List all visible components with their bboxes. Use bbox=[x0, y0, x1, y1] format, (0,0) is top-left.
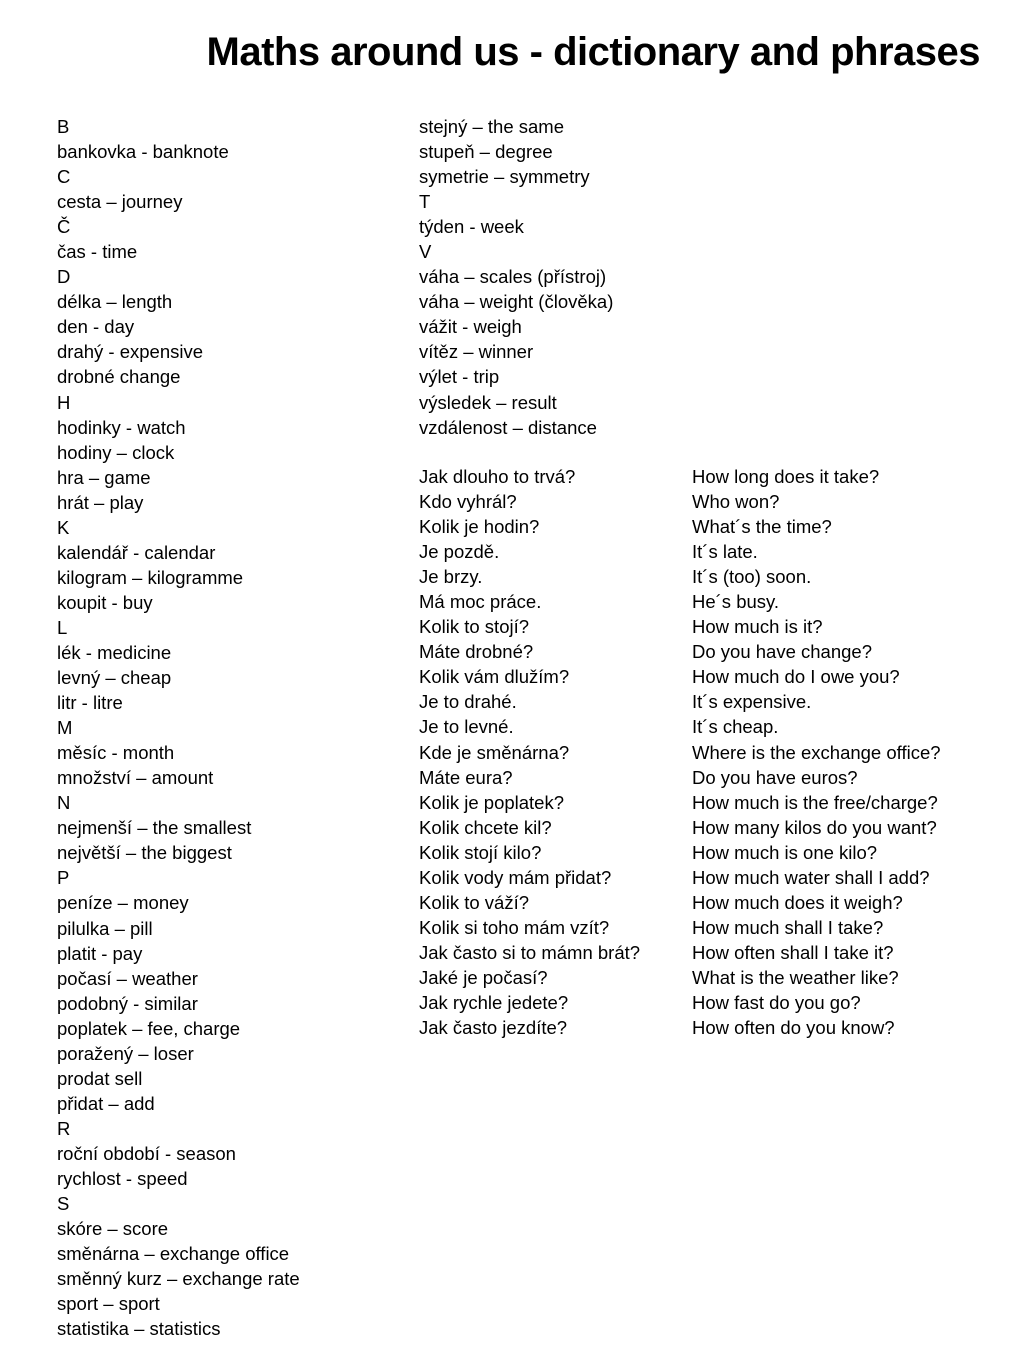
list-item: největší – the biggest bbox=[57, 842, 232, 864]
list-item: What´s the time? bbox=[692, 516, 832, 538]
list-item: drahý - expensive bbox=[57, 341, 204, 363]
list-item: stejný – the same bbox=[419, 116, 564, 137]
list-item: Kolik si toho mám vzít? bbox=[419, 916, 610, 938]
letter-heading: C bbox=[57, 166, 71, 188]
list-item: Kolik stojí kilo? bbox=[419, 841, 542, 863]
list-item: Do you have change? bbox=[692, 641, 872, 663]
list-item: hra – game bbox=[57, 466, 151, 488]
list-item: symetrie – symmetry bbox=[419, 166, 590, 188]
letter-heading: K bbox=[57, 516, 70, 538]
list-item: koupit - buy bbox=[57, 591, 153, 613]
list-item: Jak rychle jedete? bbox=[419, 991, 569, 1013]
list-item: Kolik vám dlužím? bbox=[419, 666, 570, 688]
list-item: Jak často si to mámn brát? bbox=[419, 941, 641, 963]
list-item: kalendář - calendar bbox=[57, 541, 216, 563]
list-item: váha – weight (člověka) bbox=[419, 291, 614, 313]
list-item: stupeň – degree bbox=[419, 141, 553, 163]
list-item: délka – length bbox=[57, 291, 173, 313]
list-item: Kolik chcete kil? bbox=[419, 816, 552, 838]
list-item: čas - time bbox=[57, 241, 138, 263]
letter-heading: T bbox=[419, 191, 431, 213]
list-item: litr - litre bbox=[57, 692, 123, 714]
list-item: Who won? bbox=[692, 491, 780, 513]
list-item: How much do I owe you? bbox=[692, 666, 900, 688]
list-item: Jak často jezdíte? bbox=[419, 1017, 568, 1039]
list-item: nejmenší – the smallest bbox=[57, 817, 252, 839]
list-item: bankovka - banknote bbox=[57, 141, 229, 163]
list-item: Kdo vyhrál? bbox=[419, 491, 517, 513]
list-item: podobný - similar bbox=[57, 992, 198, 1014]
list-item: Je brzy. bbox=[419, 566, 483, 588]
letter-heading: M bbox=[57, 717, 73, 739]
list-item: Kolik je poplatek? bbox=[419, 791, 565, 813]
letter-heading: P bbox=[57, 867, 70, 889]
list-item: hodiny – clock bbox=[57, 441, 175, 463]
letter-heading: B bbox=[57, 116, 70, 137]
dictionary-left-column bbox=[57, 114, 397, 1341]
list-item: kilogram – kilogramme bbox=[57, 566, 244, 588]
list-item: How fast do you go? bbox=[692, 991, 861, 1013]
list-item: den - day bbox=[57, 316, 135, 338]
list-item: How many kilos do you want? bbox=[692, 816, 937, 838]
list-item: How often do you know? bbox=[692, 1017, 895, 1039]
list-item: Jaké je počasí? bbox=[419, 966, 548, 988]
list-item: How much water shall I add? bbox=[692, 866, 930, 888]
list-item: How much is the free/charge? bbox=[692, 791, 938, 813]
list-item: What is the weather like? bbox=[692, 966, 899, 988]
list-item: How much shall I take? bbox=[692, 916, 884, 938]
list-item: Kolik to stojí? bbox=[419, 616, 530, 638]
list-item: roční období - season bbox=[57, 1142, 236, 1164]
list-item: poražený – loser bbox=[57, 1042, 194, 1064]
list-item: lék - medicine bbox=[57, 641, 172, 663]
list-item: How much is it? bbox=[692, 616, 823, 638]
list-item: drobné change bbox=[57, 366, 181, 388]
list-item: prodat sell bbox=[57, 1067, 143, 1089]
list-item: týden - week bbox=[419, 216, 524, 238]
phrases-czech-column bbox=[419, 464, 679, 1040]
list-item: It´s (too) soon. bbox=[692, 566, 812, 588]
list-item: platit - pay bbox=[57, 942, 143, 964]
list-item: Where is the exchange office? bbox=[692, 741, 941, 763]
list-item: směnárna – exchange office bbox=[57, 1243, 290, 1265]
list-item: Je to levné. bbox=[419, 716, 514, 738]
letter-heading: S bbox=[57, 1193, 70, 1215]
page-title: Maths around us - dictionary and phrases bbox=[206, 30, 980, 74]
list-item: poplatek – fee, charge bbox=[57, 1017, 241, 1039]
list-item: statistika – statistics bbox=[57, 1318, 221, 1340]
list-item: Jak dlouho to trvá? bbox=[419, 466, 576, 487]
list-item: počasí – weather bbox=[57, 967, 198, 989]
list-item: vzdálenost – distance bbox=[419, 416, 597, 438]
list-item: It´s late. bbox=[692, 541, 758, 563]
list-item: Je to drahé. bbox=[419, 691, 517, 713]
list-item: přidat – add bbox=[57, 1092, 155, 1114]
list-item: How often shall I take it? bbox=[692, 941, 894, 963]
list-item: Kolik vody mám přidat? bbox=[419, 866, 612, 888]
list-item: skóre – score bbox=[57, 1218, 169, 1240]
list-item: vážit - weigh bbox=[419, 316, 522, 338]
list-item: Má moc práce. bbox=[419, 591, 542, 613]
list-item: výlet - trip bbox=[419, 366, 500, 388]
list-item: levný – cheap bbox=[57, 667, 172, 689]
list-item: vítěz – winner bbox=[419, 341, 534, 363]
list-item: pilulka – pill bbox=[57, 917, 153, 939]
phrases-english-column bbox=[692, 464, 992, 1040]
list-item: It´s expensive. bbox=[692, 691, 812, 713]
list-item: Kolik je hodin? bbox=[419, 516, 540, 538]
list-item: hodinky - watch bbox=[57, 416, 186, 438]
list-item: měsíc - month bbox=[57, 742, 175, 764]
letter-heading: L bbox=[57, 616, 68, 638]
list-item: množství – amount bbox=[57, 767, 214, 789]
list-item: How long does it take? bbox=[692, 466, 880, 487]
letter-heading: N bbox=[57, 792, 71, 814]
letter-heading: Č bbox=[57, 216, 71, 238]
list-item: It´s cheap. bbox=[692, 716, 779, 738]
list-item: Máte drobné? bbox=[419, 641, 534, 663]
list-item: Do you have euros? bbox=[692, 766, 858, 788]
list-item: směnný kurz – exchange rate bbox=[57, 1268, 300, 1290]
list-item: Kolik to váží? bbox=[419, 891, 530, 913]
list-item: hrát – play bbox=[57, 491, 144, 513]
dictionary-middle-column bbox=[419, 114, 679, 440]
letter-heading: D bbox=[57, 266, 71, 288]
list-item: He´s busy. bbox=[692, 591, 780, 613]
list-item: How much does it weigh? bbox=[692, 891, 903, 913]
list-item: rychlost - speed bbox=[57, 1167, 188, 1189]
list-item: výsledek – result bbox=[419, 391, 557, 413]
list-item: Je pozdě. bbox=[419, 541, 500, 563]
letter-heading: H bbox=[57, 391, 71, 413]
list-item: sport – sport bbox=[57, 1293, 160, 1315]
list-item: váha – scales (přístroj) bbox=[419, 266, 607, 288]
list-item: cesta – journey bbox=[57, 191, 183, 213]
letter-heading: R bbox=[57, 1117, 71, 1139]
list-item: How much is one kilo? bbox=[692, 841, 878, 863]
list-item: Máte eura? bbox=[419, 766, 513, 788]
list-item: Kde je směnárna? bbox=[419, 741, 570, 763]
letter-heading: V bbox=[419, 241, 432, 263]
list-item: peníze – money bbox=[57, 892, 189, 914]
